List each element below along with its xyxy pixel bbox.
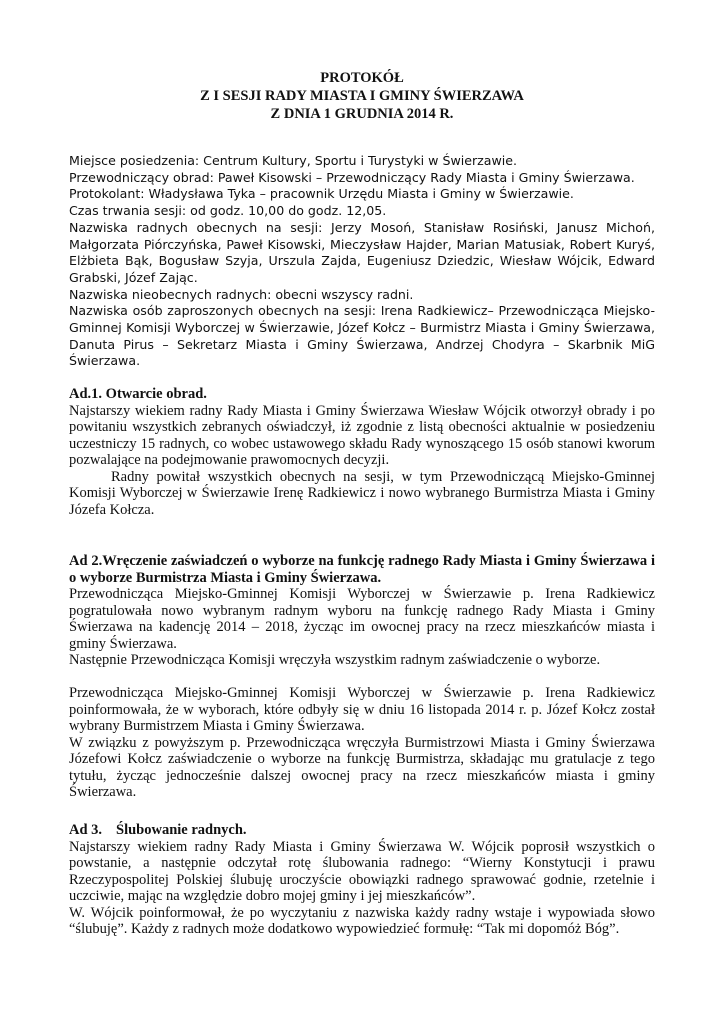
invited-guests: Nazwiska osób zaproszonych obecnych na sesji: Irena Radkiewicz– Przewodnicząca Miejsko-Gminnej Komisji Wyborczej w Świerzawie, Józef Kołcz – Burmistrz Miasta i Gminy Świerzawa, Danuta Pirus – Sekretarz Miasta i Gminy Świerzawa, Andrzej Chodyra – Skarbnik MiG Świerzawa.	[69, 303, 655, 369]
session-metadata	[69, 153, 655, 370]
paragraph: Najstarszy wiekiem radny Rady Miasta i Gminy Świerzawa Wiesław Wójcik otworzył obrady i po powitaniu wszystkich zebranych oświadczył, iż zgodnie z listą obecności aktualnie w posiedzeniu uczestniczy 15 radnych, co wobec ustawowego składu Rady wynoszącego 15 osób stanowi kworum pozwalające na podejmowanie prawomocnych decyzji.	[69, 402, 655, 468]
paragraph-gap	[69, 669, 655, 686]
paragraph: Następnie Przewodnicząca Komisji wręczyła wszystkim radnym zaświadczenie o wyborze.	[69, 652, 601, 668]
section-heading: Ad 2.Wręczenie zaświadczeń o wyborze na funkcję radnego Rady Miasta i Gminy Świerzawa i o wyborze Burmistrza Miasta i Gminy Świerzawa.	[69, 553, 655, 586]
session-title: Z I SESJI RADY MIASTA I GMINY ŚWIERZAWA	[200, 88, 524, 104]
paragraph: W związku z powyższym p. Przewodnicząca wręczyła Burmistrzowi Miasta i Gminy Świerzawa Józefowi Kołcz zaświadczenie o wyborze na funkcję Burmistrza, składając mu gratulacje z tego tytułu, życząc jednocześnie dalszej owocnej pracy na rzecz mieszkańców miasta i gminy Świerzawa.	[69, 734, 655, 800]
meeting-chair: Przewodniczący obrad: Paweł Kisowski – Przewodniczący Rady Miasta i Gminy Świerzawa.	[69, 169, 635, 185]
section-heading: Ad.1. Otwarcie obrad.	[69, 386, 207, 402]
paragraph: Przewodnicząca Miejsko-Gminnej Komisji Wyborczej w Świerzawie p. Irena Radkiewicz poinformowała, że w wyborach, które odbyły się w dniu 16 listopada 2014 r. p. Józef Kołcz został wybrany Burmistrzem Miasta i Gminy Świerzawa.	[69, 685, 655, 734]
paragraph: Radny powitał wszystkich obecnych na sesji, w tym Przewodniczącą Miejsko-Gminnej Komisji Wyborczej w Świerzawie Irenę Radkiewicz i nowo wybranego Burmistrza Miasta i Gminy Józefa Kołcza.	[69, 468, 655, 518]
present-councillors: Nazwiska radnych obecnych na sesji: Jerzy Mosoń, Stanisław Rosiński, Janusz Michoń, Małgorzata Piórczyńska, Paweł Kisowski, Mieczysław Hajder, Marian Matusiak, Robert Kuryś, Elżbieta Bąk, Bogusław Szyja, Urszula Zajda, Eugeniusz Dziedzic, Wiesław Wójcik, Edward Grabski, Józef Zając.	[69, 219, 655, 285]
section-ad2	[69, 553, 655, 801]
section-ad3	[69, 822, 655, 938]
meeting-place: Miejsce posiedzenia: Centrum Kultury, Sportu i Turystyki w Świerzawie.	[69, 153, 518, 168]
session-date: Z DNIA 1 GRUDNIA 2014 R.	[270, 106, 454, 122]
meeting-duration: Czas trwania sesji: od godz. 10,00 do godz. 12,05.	[69, 203, 387, 219]
section-number: Ad 3.	[69, 822, 103, 838]
section-ad1	[69, 386, 655, 518]
document-title: PROTOKÓŁ	[320, 70, 404, 86]
paragraph: W. Wójcik poinformował, że po wyczytaniu z nazwiska każdy radny wstaje i wypowiada słowo “ślubuję”. Każdy z radnych może dodatkowo wypowiedzieć formułę: “Tak mi dopomóż Bóg”.	[69, 904, 655, 937]
paragraph: Przewodnicząca Miejsko-Gminnej Komisji Wyborczej w Świerzawie p. Irena Radkiewicz pogratulowała nowo wybranym radnym wyboru na funkcję radnego Rady Miasta i Gminy Świerzawa na kadencję 2014 – 2018, życząc im owocnej pracy na rzecz mieszkańców miasta i gminy Świerzawa.	[69, 586, 655, 652]
section-heading-text: Ślubowanie radnych.	[116, 822, 247, 838]
meeting-secretary: Protokolant: Władysława Tyka – pracownik Urzędu Miasta i Gminy w Świerzawie.	[69, 186, 574, 202]
absent-councillors: Nazwiska nieobecnych radnych: obecni wszyscy radni.	[69, 286, 414, 302]
section-heading	[69, 822, 655, 839]
paragraph: Najstarszy wiekiem radny Rady Miasta i Gminy Świerzawa W. Wójcik poprosił wszystkich o powstanie, a następnie odczytał rotę ślubowania radnego: “Wierny Konstytucji i prawu Rzeczypospolitej Polskiej ślubuję uroczyście obowiązki radnego sprawować godnie, rzetelnie i uczciwie, mając na względzie dobro mojej gminy i jej mieszkańców”.	[69, 838, 655, 904]
